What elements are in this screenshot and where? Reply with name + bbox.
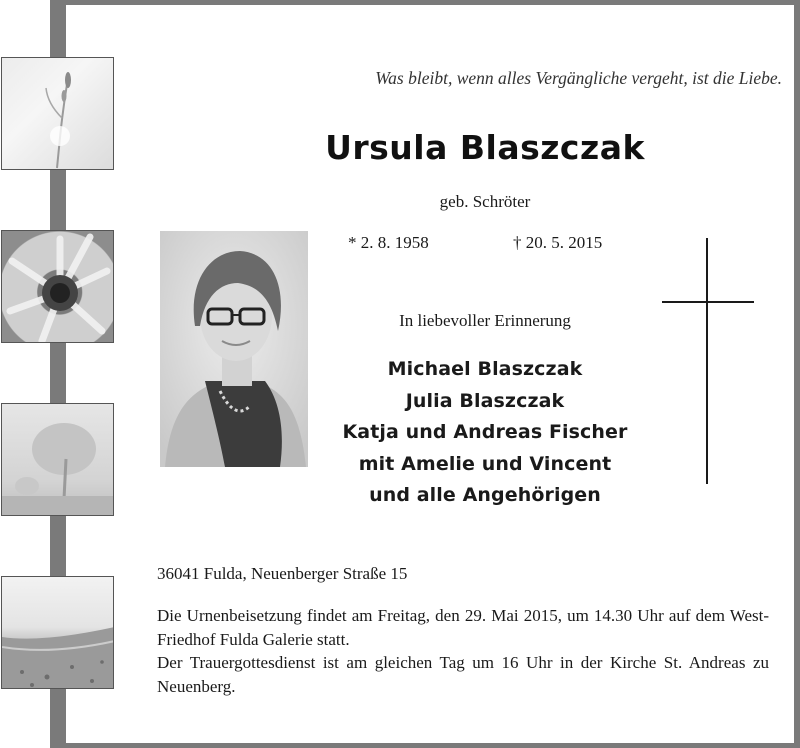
mourner: und alle Angehörigen [369, 484, 601, 506]
address: 36041 Fulda, Neuenberger Straße 15 [157, 564, 408, 583]
mourner: Michael Blaszczak [387, 358, 583, 380]
notice-paragraph: Die Urnenbeisetzung findet am Freitag, den 29. Mai 2015, um 14.30 Uhr auf dem West-Friedhof Fulda Galerie statt. [157, 606, 769, 649]
memory-line: In liebevoller Erinnerung [399, 311, 571, 330]
portrait-photo [160, 231, 308, 467]
cross-vertical [706, 238, 708, 484]
frame-top-bar [50, 0, 800, 5]
frame-right-bar [794, 0, 800, 748]
deceased-name: Ursula Blaszczak [325, 128, 645, 167]
mourners-list [320, 354, 650, 512]
frame-bottom-bar [50, 743, 800, 748]
motto-quote: Was bleibt, wenn alles Vergängliche vergeht, ist die Liebe. [375, 68, 782, 88]
birth-date: * 2. 8. 1958 [348, 233, 429, 252]
mourner: Katja und Andreas Fischer [342, 421, 628, 443]
notice-paragraph: Der Trauergottesdienst ist am gleichen Tag um 16 Uhr in der Kirche St. Andreas zu Neuenberg. [157, 653, 769, 696]
death-date: † 20. 5. 2015 [513, 233, 603, 252]
flower-photo [1, 230, 114, 343]
funeral-notice [157, 604, 769, 698]
grass-photo [1, 57, 114, 170]
tree-photo [1, 403, 114, 516]
cross-horizontal [662, 301, 754, 303]
mourner: mit Amelie und Vincent [358, 452, 612, 475]
birth-name: geb. Schröter [439, 192, 531, 211]
beach-photo [1, 576, 114, 689]
mourner: Julia Blaszczak [405, 389, 565, 412]
